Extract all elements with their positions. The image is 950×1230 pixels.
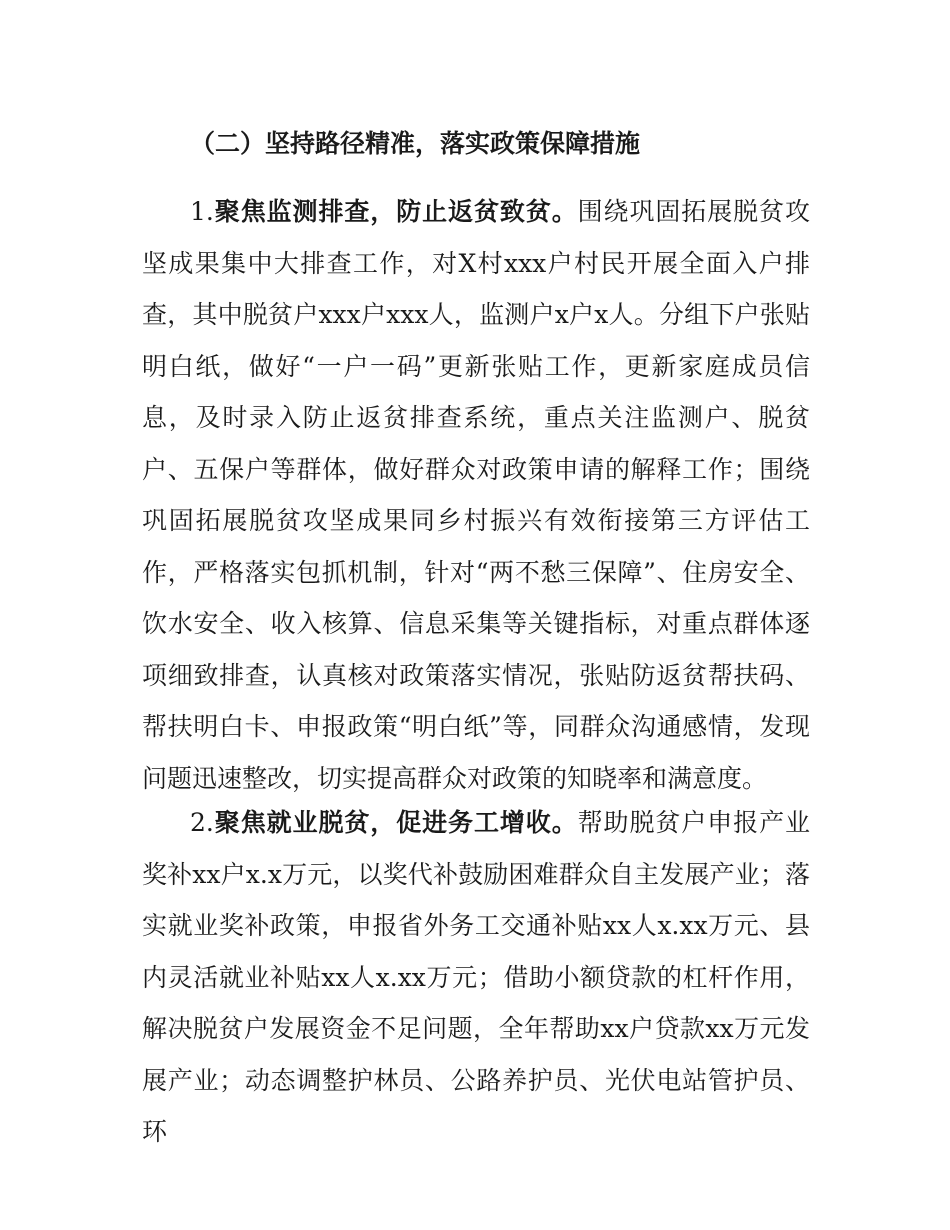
section-heading: （二）坚持路径精准，落实政策保障措施 xyxy=(190,129,641,158)
paragraph-1-number: 1. xyxy=(190,197,214,226)
paragraph-2 xyxy=(142,797,810,1158)
paragraph-2-number: 2. xyxy=(190,808,214,837)
paragraph-2-body: 帮助脱贫户申报产业奖补xx户x.x万元，以奖代补鼓励困难群众自主发展产业；落实就业奖补政策，申报省外务工交通补贴xx人x.xx万元、县内灵活就业补贴xx人x.xx万元；借助小额贷款的杠杆作用，解决脱贫户发展资金不足问题，全年帮助xx户贷款xx万元发展产业；动态调整护林员、公路养护员、光伏电站管护员、环 xyxy=(142,808,810,1146)
paragraph-2-lead: 聚焦就业脱贫，促进务工增收。 xyxy=(213,808,578,837)
paragraph-1 xyxy=(142,186,810,804)
paragraph-1-lead: 聚焦监测排查，防止返贫致贫。 xyxy=(213,197,578,226)
paragraph-1-body: 围绕巩固拓展脱贫攻坚成果集中大排查工作，对X村xxx户村民开展全面入户排查，其中脱贫户xxx户xxx人，监测户x户x人。分组下户张贴明白纸，做好“一户一码”更新张贴工作，更新家庭成员信息，及时录入防止返贫排查系统，重点关注监测户、脱贫户、五保户等群体，做好群众对政策申请的解释工作；围绕巩固拓展脱贫攻坚成果同乡村振兴有效衔接第三方评估工作，严格落实包抓机制，针对“两不愁三保障”、住房安全、饮水安全、收入核算、信息采集等关键指标，对重点群体逐项细致排查，认真核对政策落实情况，张贴防返贫帮扶码、帮扶明白卡、申报政策“明白纸”等，同群众沟通感情，发现问题迅速整改，切实提高群众对政策的知晓率和满意度。 xyxy=(142,197,810,793)
